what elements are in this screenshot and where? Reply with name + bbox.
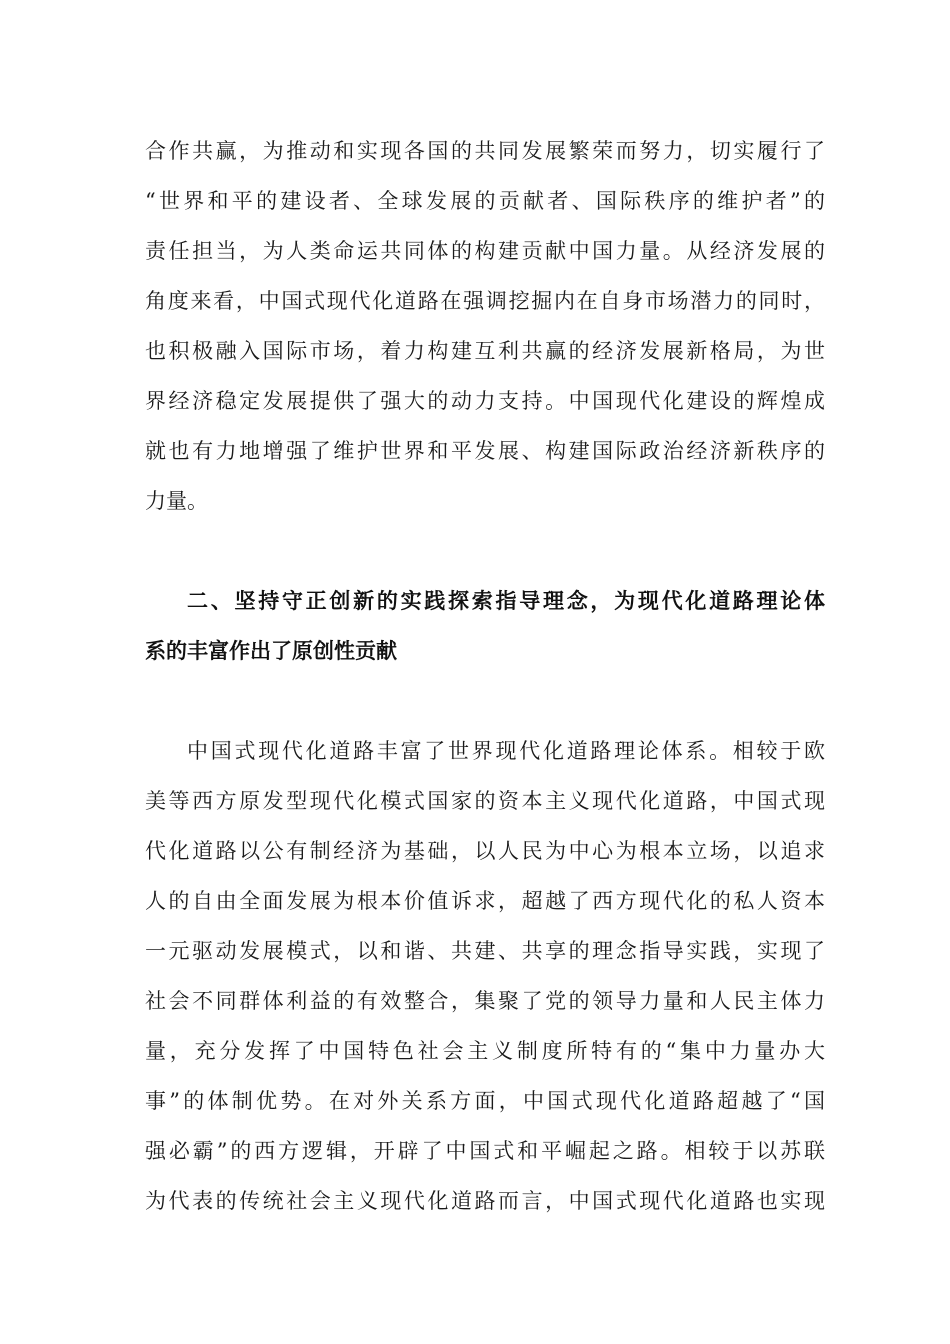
text-line: 中国式现代化道路丰富了世界现代化道路理论体系。相较于欧	[187, 739, 825, 763]
text-line: 就也有力地增强了维护世界和平发展、构建国际政治经济新秩序的	[145, 439, 825, 463]
text-line: 社会不同群体利益的有效整合，集聚了党的领导力量和人民主体力	[145, 989, 825, 1013]
text-line: “世界和平的建设者、全球发展的贡献者、国际秩序的维护者”的	[145, 189, 825, 213]
text-line: 为代表的传统社会主义现代化道路而言，中国式现代化道路也实现	[145, 1189, 825, 1213]
text-line: 事”的体制优势。在对外关系方面，中国式现代化道路超越了“国	[145, 1089, 825, 1113]
text-line: 责任担当，为人类命运共同体的构建贡献中国力量。从经济发展的	[145, 239, 825, 263]
text-line: 角度来看，中国式现代化道路在强调挖掘内在自身市场潜力的同时，	[145, 289, 825, 313]
heading-line: 二、坚持守正创新的实践探索指导理念，为现代化道路理论体	[187, 589, 825, 613]
text-line: 量，充分发挥了中国特色社会主义制度所特有的“集中力量办大	[145, 1039, 825, 1063]
text-line: 强必霸”的西方逻辑，开辟了中国式和平崛起之路。相较于以苏联	[145, 1139, 825, 1163]
text-line: 界经济稳定发展提供了强大的动力支持。中国现代化建设的辉煌成	[145, 389, 825, 413]
text-line: 人的自由全面发展为根本价值诉求，超越了西方现代化的私人资本	[145, 889, 825, 913]
text-line: 代化道路以公有制经济为基础，以人民为中心为根本立场，以追求	[145, 839, 825, 863]
text-line: 一元驱动发展模式，以和谐、共建、共享的理念指导实践，实现了	[145, 939, 825, 963]
text-line: 力量。	[145, 489, 208, 513]
heading-line: 系的丰富作出了原创性贡献	[145, 639, 397, 663]
text-line: 合作共赢，为推动和实现各国的共同发展繁荣而努力，切实履行了	[145, 139, 825, 163]
text-line: 也积极融入国际市场，着力构建互利共赢的经济发展新格局，为世	[145, 339, 825, 363]
text-line: 美等西方原发型现代化模式国家的资本主义现代化道路，中国式现	[145, 789, 825, 813]
